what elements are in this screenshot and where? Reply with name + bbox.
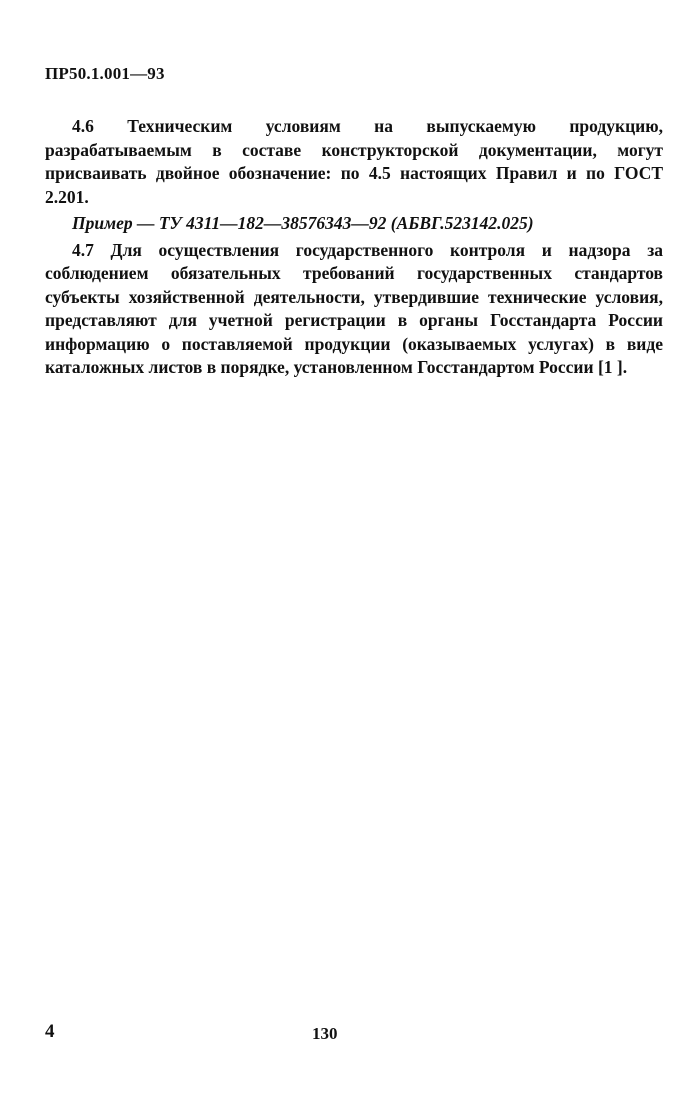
section-4-6-paragraph: 4.6 Техническим условиям на выпускаемую продукцию, разрабатываемым в составе конструкторской документации, могут присваивать двойное обозначение: по 4.5 настоящих Правил и по ГОСТ 2.201. — [45, 116, 663, 207]
section-4-7-paragraph: 4.7 Для осуществления государственного контроля и надзора за соблюдением обязательных требований государственных стандартов субъекты хозяйственной деятельности, утвердившие технические условия, представляют для учетной регистрации в органы Госстандарта России информацию о поставляемой продукции (оказываемых услугах) в виде каталожных листов в порядке, установленном Госстандартом России [1 ]. — [45, 239, 663, 377]
document-code-header: ПР50.1.001—93 — [45, 64, 165, 83]
example-line: Пример — ТУ 4311—182—38576343—92 (АБВГ.523142.025) — [72, 213, 534, 233]
page-number: 130 — [312, 1024, 338, 1043]
document-body — [45, 115, 663, 380]
footer-left-number: 4 — [45, 1021, 55, 1042]
